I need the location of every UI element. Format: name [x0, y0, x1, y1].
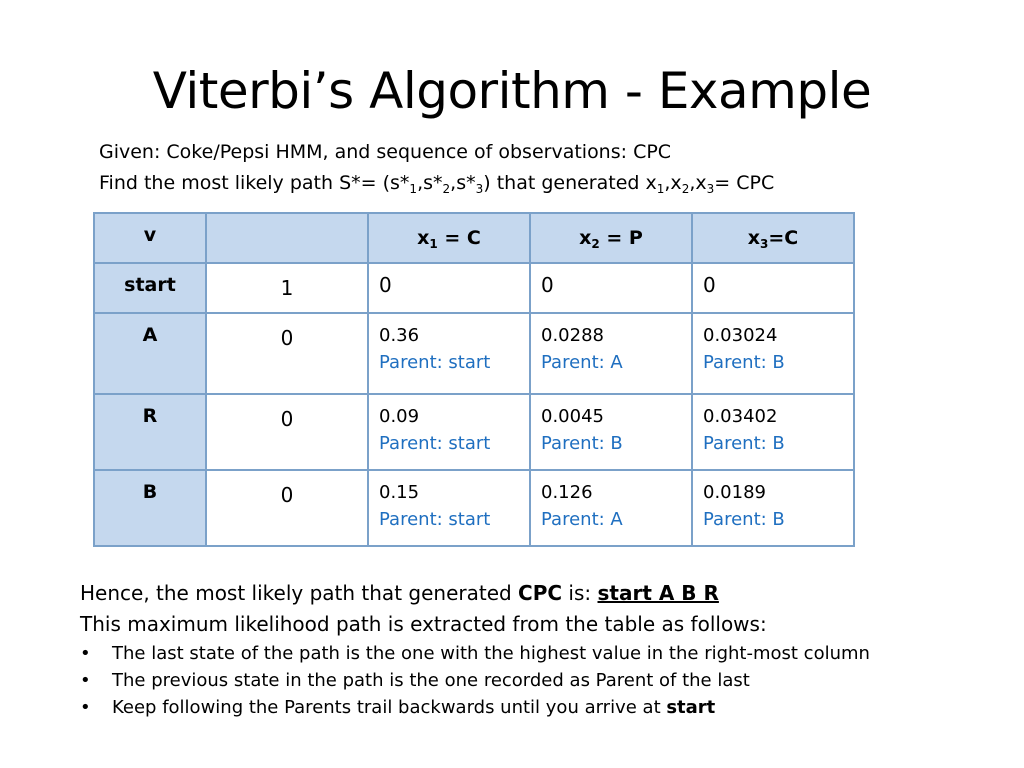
value-cell: 0 [530, 263, 692, 313]
bullet-icon: • [80, 670, 91, 691]
value-cell: 0.36 Parent: start [368, 313, 530, 394]
col-header-x2: $x_2 = P$ [530, 213, 692, 263]
row-label-a: A [94, 313, 206, 394]
list-item: • The last state of the path is the one with the highest value in the right-most column [80, 640, 870, 667]
value-cell: 0 [368, 263, 530, 313]
value-cell: 0.15 Parent: start [368, 470, 530, 546]
table-header-row [94, 213, 854, 263]
value-cell: 0.0045 Parent: B [530, 394, 692, 470]
value-cell: 0.0288 Parent: A [530, 313, 692, 394]
corner-cell: v [94, 213, 206, 263]
value-cell: 0.03024 Parent: B [692, 313, 854, 394]
empty-header-cell [206, 213, 368, 263]
list-item: • Keep following the Parents trail backwards until you arrive at start [80, 694, 870, 721]
value-cell: 0.0189 Parent: B [692, 470, 854, 546]
init-cell: 1 [206, 263, 368, 313]
viterbi-table [93, 212, 855, 547]
bullet-list [80, 640, 870, 721]
given-line-1: Given: Coke/Pepsi HMM, and sequence of observations: CPC [99, 141, 672, 163]
table-row [94, 470, 854, 546]
value-cell: 0.03402 Parent: B [692, 394, 854, 470]
bullet-icon: • [80, 697, 91, 718]
given-text [99, 137, 774, 199]
conclusion-line-1: Hence, the most likely path that generated CPC is: start A B R [80, 581, 719, 605]
value-cell: 0 [692, 263, 854, 313]
value-cell: 0.126 Parent: A [530, 470, 692, 546]
init-cell: 0 [206, 394, 368, 470]
col-header-x3: $x_3=C$ [692, 213, 854, 263]
table-row [94, 394, 854, 470]
slide-title: Viterbi’s Algorithm - Example [152, 62, 872, 120]
table-row [94, 313, 854, 394]
table-row [94, 263, 854, 313]
conclusion-line-2: This maximum likelihood path is extracted from the table as follows: [80, 612, 767, 636]
value-cell: 0.09 Parent: start [368, 394, 530, 470]
most-likely-path: start A B R [597, 581, 719, 605]
row-label-start: start [94, 263, 206, 313]
bullet-icon: • [80, 643, 91, 664]
conclusion-text [80, 578, 767, 640]
row-label-r: R [94, 394, 206, 470]
init-cell: 0 [206, 313, 368, 394]
list-item: • The previous state in the path is the one recorded as Parent of the last [80, 667, 870, 694]
row-label-b: B [94, 470, 206, 546]
given-line-2: Find the most likely path $S*= (s*_1,s*_2,s*_3)$ that generated $x_1,x_2,x_3=$ CPC [99, 172, 775, 196]
init-cell: 0 [206, 470, 368, 546]
col-header-x1: $x_1 = C$ [368, 213, 530, 263]
